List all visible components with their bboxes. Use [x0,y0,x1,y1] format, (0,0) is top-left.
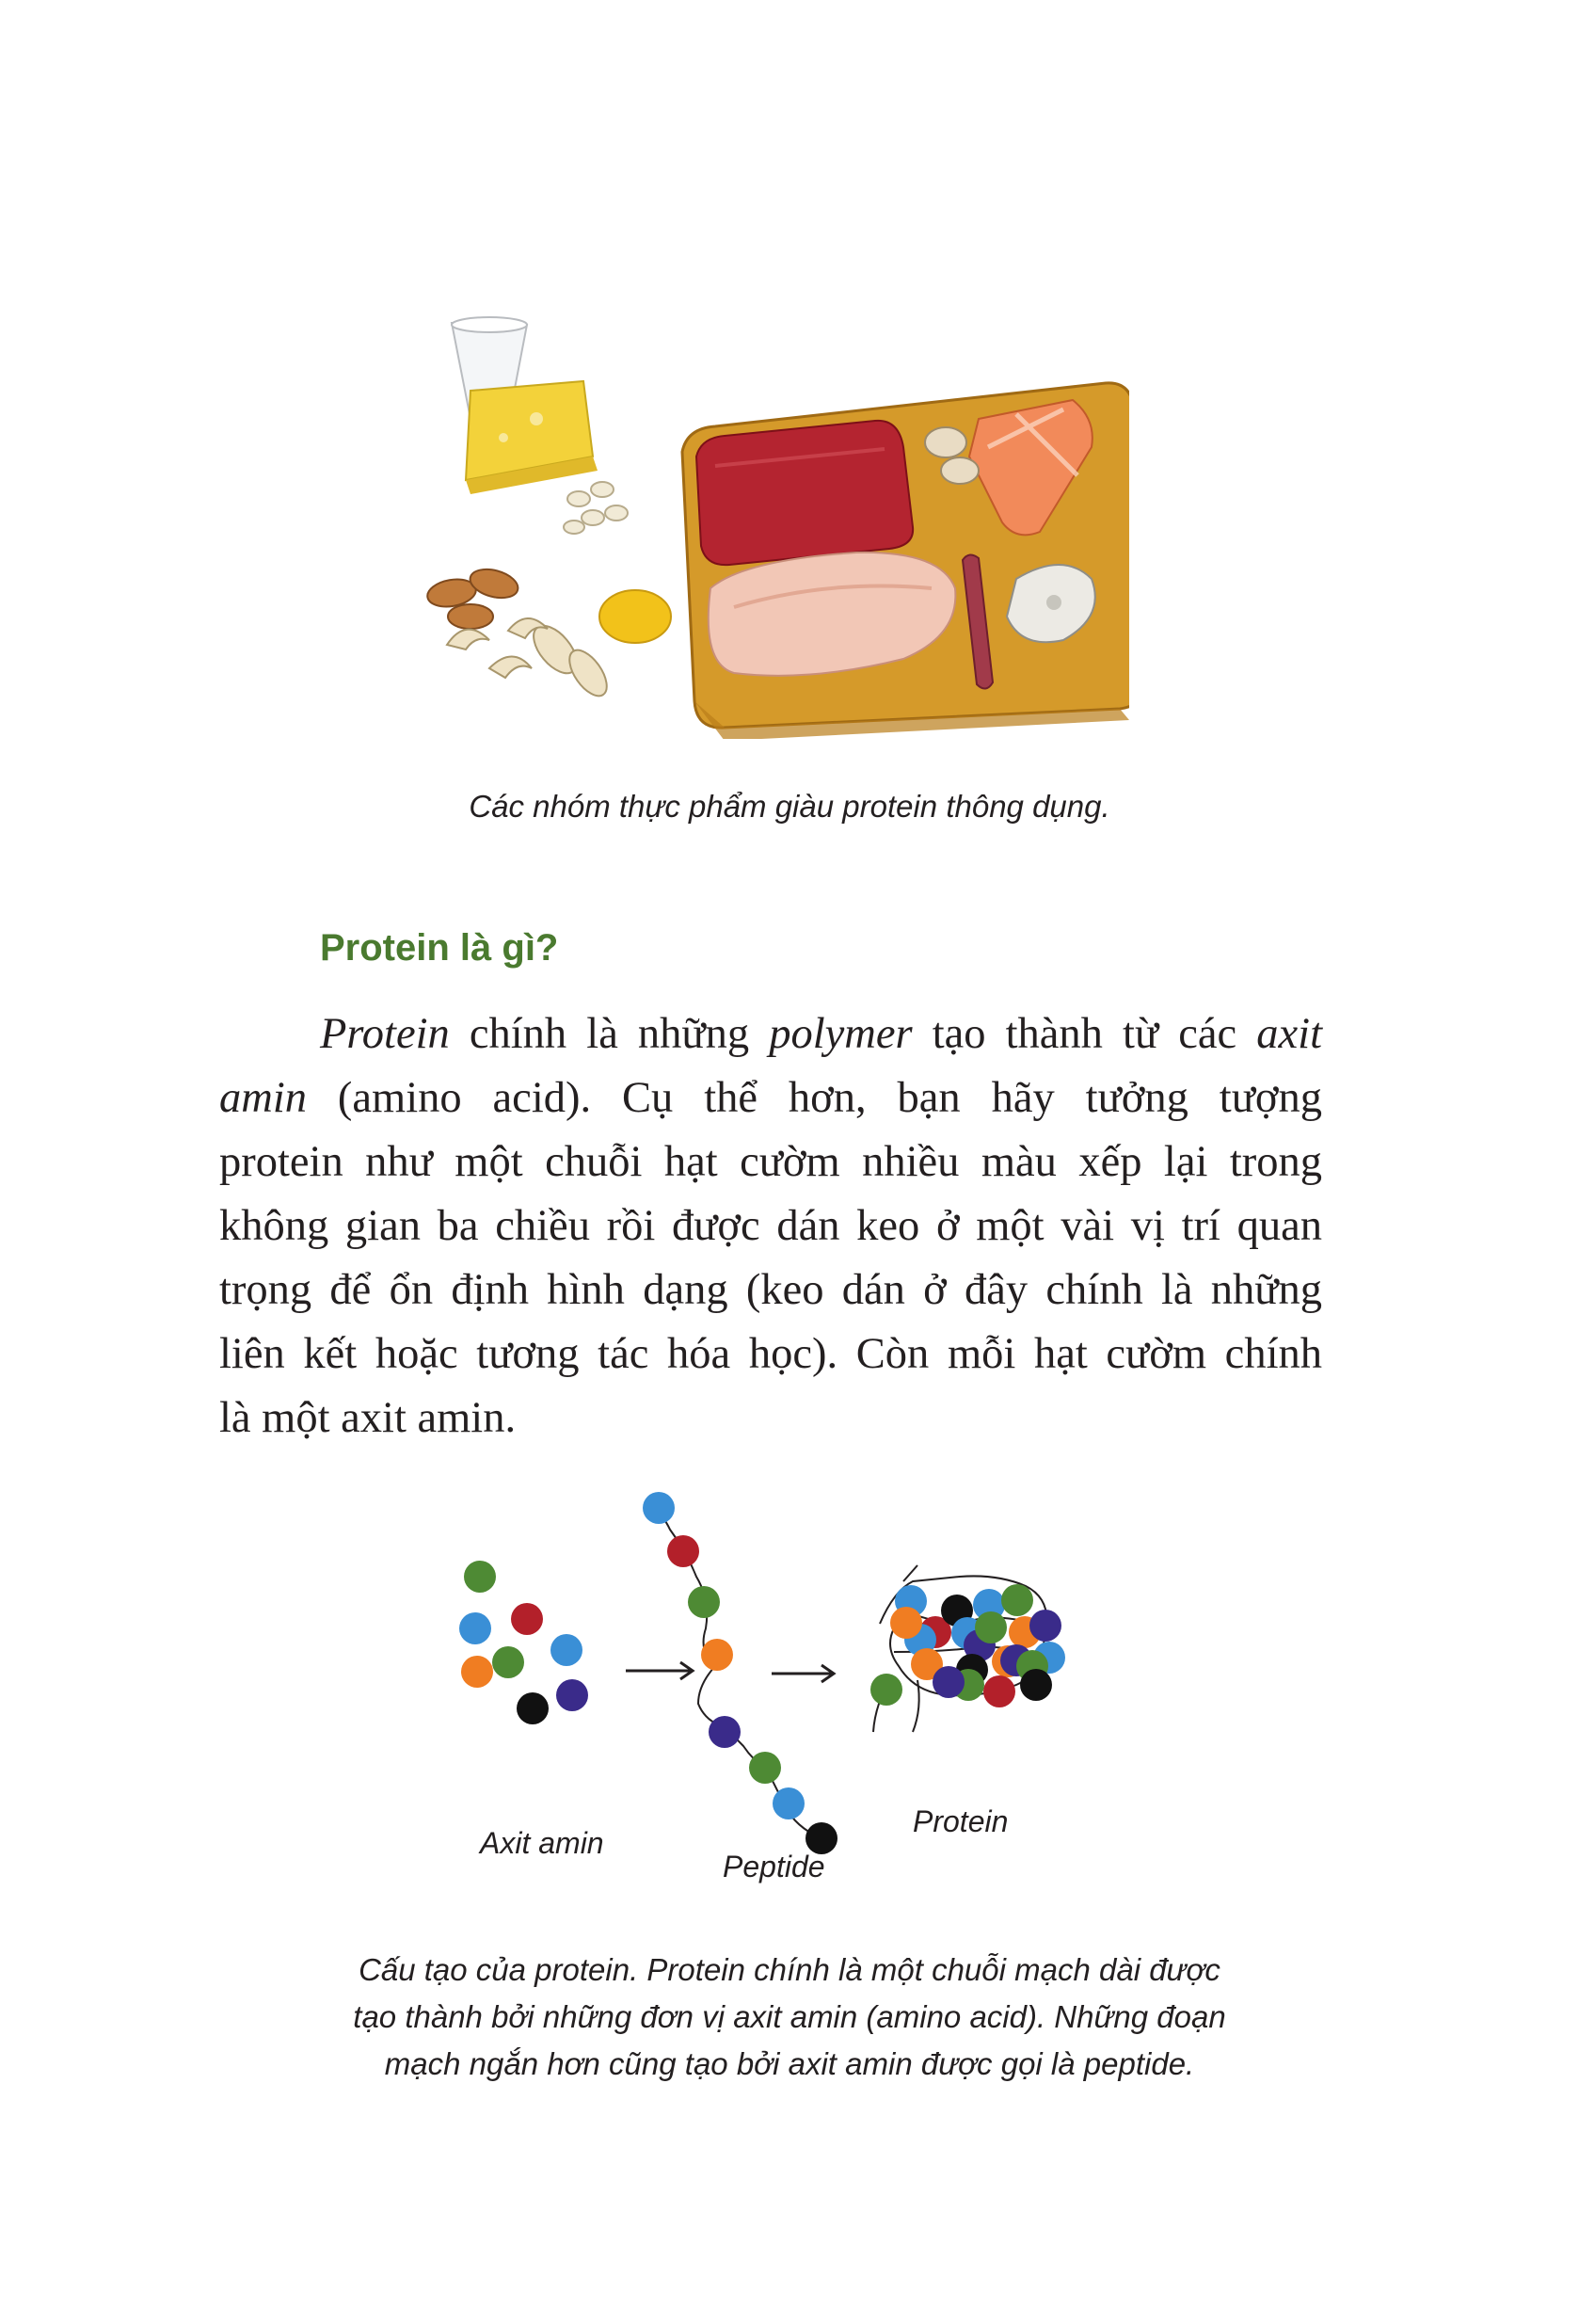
paragraph-text: là một axit amin. [219,1394,517,1442]
diagram-caption-line: Cấu tạo của protein. Protein chính là một chuỗi mạch dài được [359,1952,1220,1987]
bead-purple [1029,1610,1061,1642]
body-paragraph [219,1002,1322,1450]
paragraph-line [219,1130,1322,1194]
paragraph-line [219,1194,1322,1258]
bead-orange [890,1607,922,1639]
italic-term: polymer [769,1010,913,1058]
diagram-caption-line: tạo thành bởi những đơn vị axit amin (amino acid). Những đoạn [353,1999,1226,2034]
bead-blue [643,1492,675,1524]
bead-blue [550,1634,582,1666]
food-caption: Các nhóm thực phẩm giàu protein thông dụng. [469,789,1110,824]
paragraph-line [219,1386,1322,1450]
bead-green [464,1561,496,1593]
italic-term: amin [219,1074,307,1122]
almonds-icon [425,565,521,629]
bead-purple [933,1666,965,1698]
arrow-right-icon [626,1662,693,1679]
italic-term: Protein [320,1010,450,1058]
bead-black [1020,1669,1052,1701]
bead-green [975,1611,1007,1643]
paragraph-text: trọng để ổn định hình dạng (keo dán ở đây chính là những [219,1266,1322,1314]
beans-icon [564,482,628,534]
nuts-icon [447,618,614,702]
bead-red [667,1535,699,1567]
label-peptide: Peptide [723,1850,825,1883]
paragraph-line [219,1322,1322,1386]
bead-purple [709,1716,741,1748]
bead-blue [459,1612,491,1644]
protein-food-illustration [414,306,1129,739]
bead-green [688,1586,720,1618]
paragraph-text: protein như một chuỗi hạt cườm nhiều màu xếp lại trong [219,1138,1322,1186]
paragraph-line [219,1002,1322,1066]
diagram-caption [0,1947,1579,2088]
amino-acid-beads [459,1492,1065,1854]
bead-purple [556,1679,588,1711]
paragraph-line [219,1258,1322,1322]
cheese-icon [466,381,598,494]
bead-black [517,1692,549,1724]
paragraph-text: liên kết hoặc tương tác hóa học). Còn mỗi hạt cườm chính [219,1330,1322,1378]
diagram-caption-line: mạch ngắn hơn cũng tạo bởi axit amin được gọi là peptide. [384,2046,1195,2081]
paragraph-text: không gian ba chiều rồi được dán keo ở một vài vị trí quan [219,1202,1322,1250]
section-heading: Protein là gì? [320,927,559,969]
meat-tray-icon [682,383,1129,739]
arrow-right-icon [772,1665,834,1682]
bead-green [1001,1584,1033,1616]
bead-green [749,1752,781,1784]
bead-red [983,1675,1015,1707]
bead-red [511,1603,543,1635]
bead-orange [701,1639,733,1671]
italic-term: axit [1256,1010,1322,1058]
paragraph-text: tạo thành từ các [912,1010,1257,1058]
egg-icon [599,590,671,643]
paragraph-text: chính là những [449,1010,770,1058]
label-amino-acid: Axit amin [480,1826,604,1860]
label-protein: Protein [913,1804,1009,1838]
bead-green [492,1646,524,1678]
paragraph-line [219,1066,1322,1130]
bead-green [870,1674,902,1706]
bead-blue [773,1787,805,1819]
paragraph-text: (amino acid). Cụ thể hơn, bạn hãy tưởng tượng [307,1074,1322,1122]
bead-orange [461,1656,493,1688]
